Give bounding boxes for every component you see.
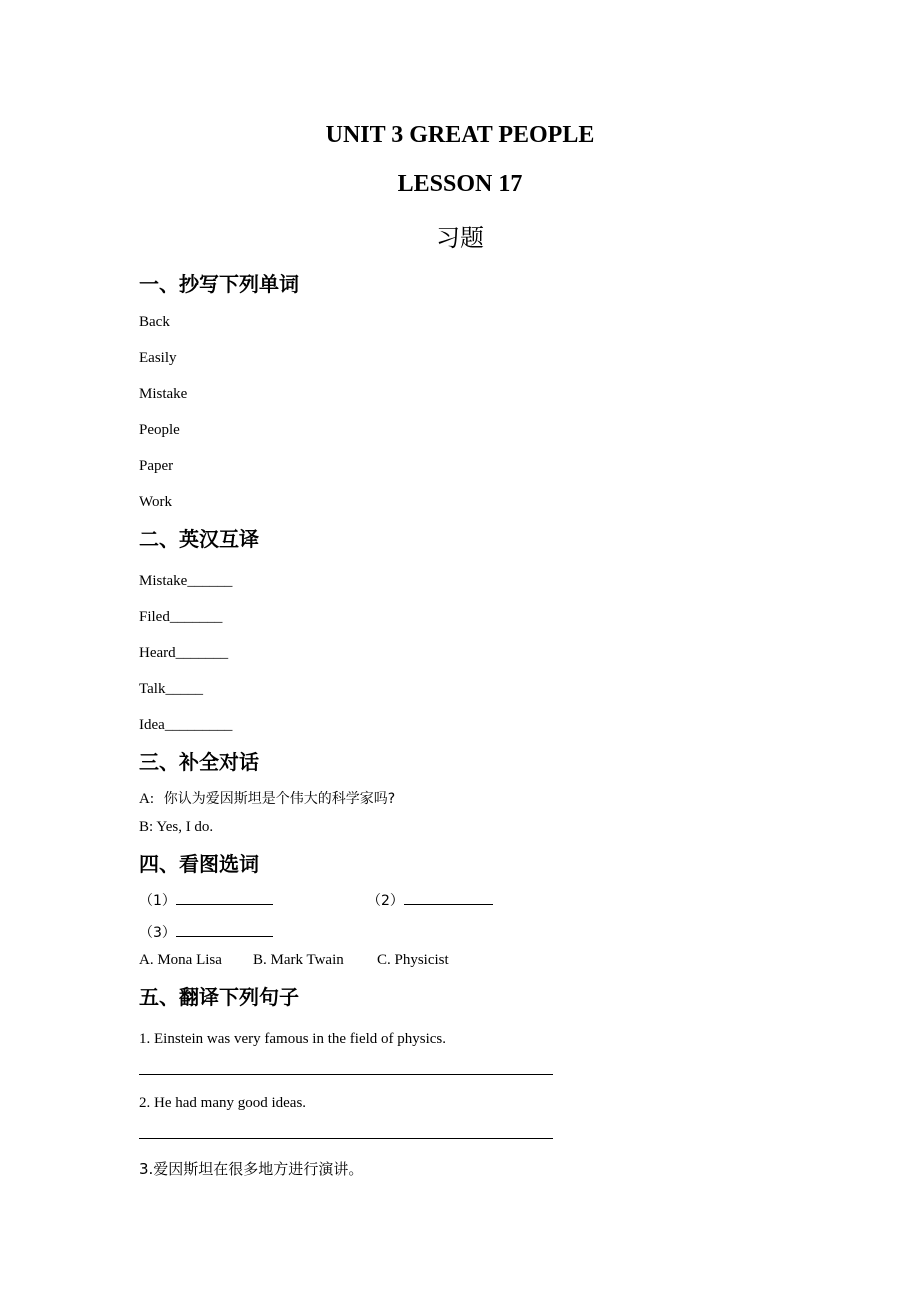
sentence-item: 1. Einstein was very famous in the field of physics. [139, 1031, 447, 1047]
picture-blank-1 [139, 890, 273, 910]
word-item: Mistake [139, 386, 188, 402]
section5-heading: 五、翻译下列句子 [139, 985, 299, 1009]
section2-heading: 二、英汉互译 [139, 527, 259, 551]
picture-blank-2 [367, 890, 493, 910]
dialogue-line-b: B: Yes, I do. [139, 819, 214, 835]
section1-heading: 一、抄写下列单词 [139, 272, 299, 296]
unit-title: UNIT 3 GREAT PEOPLE [325, 122, 595, 148]
translation-item [139, 645, 228, 662]
choice-option: C. Physicist [377, 952, 449, 968]
answer-blank[interactable]: _______ [175, 645, 229, 661]
section3-heading: 三、补全对话 [139, 750, 259, 774]
word-item: People [139, 422, 180, 438]
sentence-item: 3.爱因斯坦在很多地方进行演讲。 [139, 1160, 364, 1178]
answer-blank[interactable] [176, 922, 273, 937]
lesson-title: LESSON 17 [397, 171, 523, 197]
word-item: Easily [139, 350, 177, 366]
translation-item [139, 681, 203, 698]
translation-word: Filed [139, 609, 170, 625]
translation-item [139, 609, 222, 626]
translation-word: Mistake [139, 573, 188, 589]
answer-blank[interactable]: _______ [169, 609, 223, 625]
blank-label: （1） [139, 893, 176, 909]
blank-label: （2） [367, 893, 404, 909]
blank-label: （3） [139, 925, 176, 941]
picture-blank-3 [139, 922, 273, 942]
translation-word: Heard [139, 645, 176, 661]
answer-blank[interactable]: _____ [165, 681, 203, 697]
dialogue-question: 你认为爱因斯坦是个伟大的科学家吗? [163, 791, 396, 807]
answer-blank[interactable]: _________ [164, 717, 233, 733]
section4-heading: 四、看图选词 [139, 852, 259, 876]
choice-option: B. Mark Twain [253, 952, 344, 968]
choice-option: A. Mona Lisa [139, 952, 222, 968]
translation-word: Talk [139, 681, 166, 697]
answer-line[interactable] [139, 1138, 553, 1139]
word-item: Back [139, 314, 170, 330]
answer-line[interactable] [139, 1074, 553, 1075]
translation-word: Idea [139, 717, 165, 733]
translation-item [139, 573, 232, 590]
answer-blank[interactable] [404, 890, 493, 905]
word-item: Paper [139, 458, 174, 474]
answer-blank[interactable]: ______ [187, 573, 233, 589]
sentence-item: 2. He had many good ideas. [139, 1095, 307, 1111]
word-item: Work [139, 494, 172, 510]
dialogue-line-a [139, 788, 395, 808]
exercise-subtitle: 习题 [436, 224, 484, 252]
answer-blank[interactable] [176, 890, 273, 905]
translation-item [139, 717, 232, 734]
speaker-a-label: A: [139, 791, 154, 807]
